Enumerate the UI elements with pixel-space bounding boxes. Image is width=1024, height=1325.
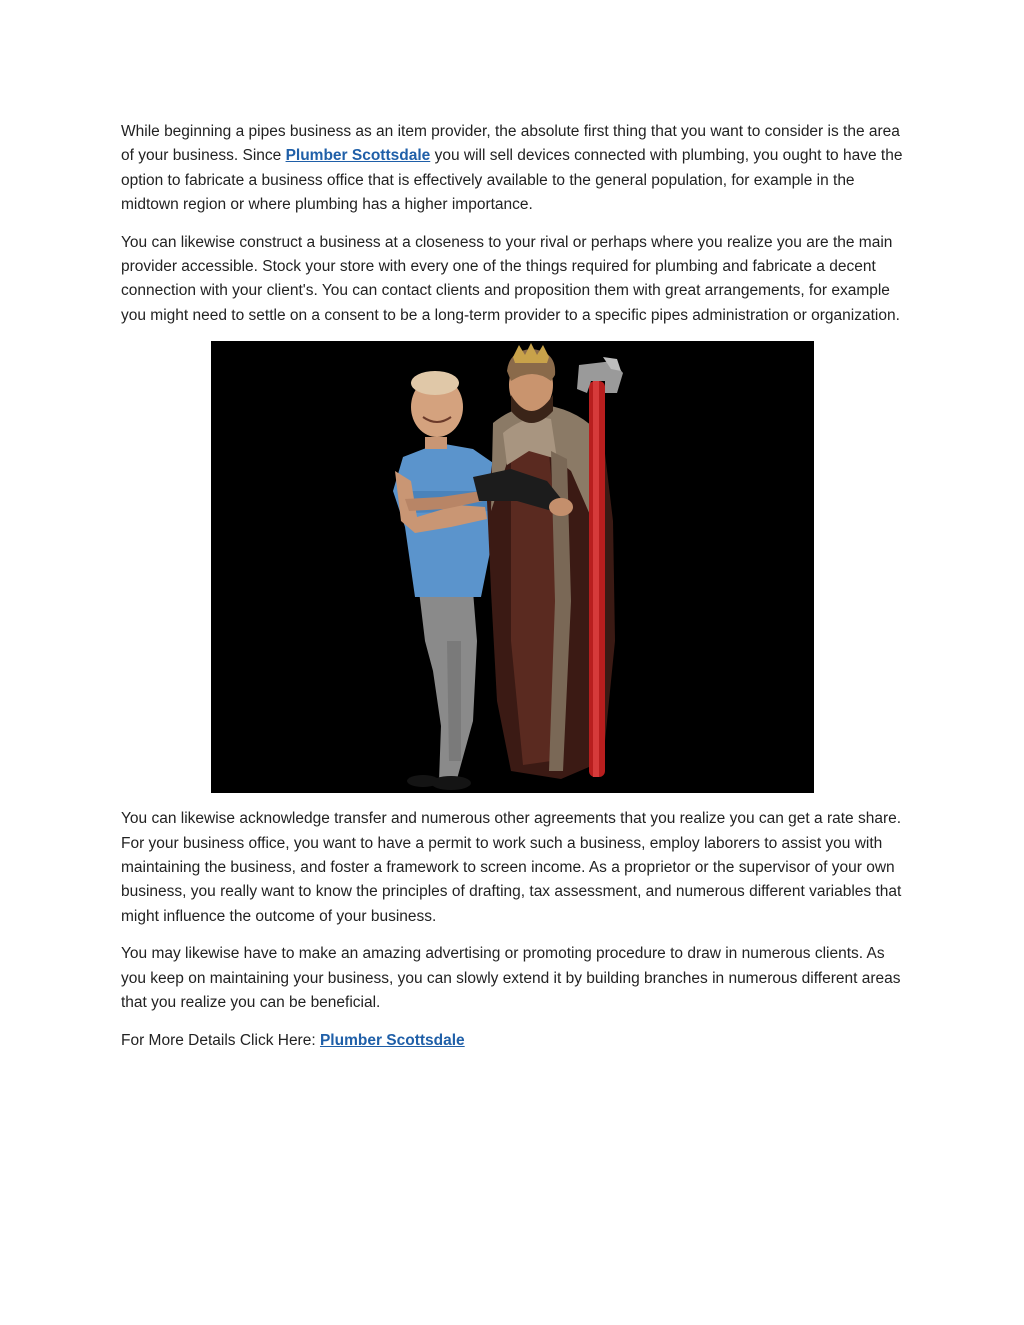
paragraph-1-text-end: you will sell devices connected with plumbing, you ought to have the option to fabricate a business office that is effectively available to the general population, for example in the midtown region or where plumbing has a higher importance. [121, 147, 903, 214]
paragraph-4: You may likewise have to make an amazing advertising or promoting procedure to draw in numerous clients. As you keep on maintaining your business, you can slowly extend it by building branches in numerous different areas that you realize you can be beneficial. [121, 945, 901, 1012]
plumbers-photo [211, 341, 814, 793]
footer-line [121, 1029, 905, 1053]
plumber-scottsdale-link-inline[interactable]: Plumber Scottsdale [285, 147, 431, 165]
paragraph-2: You can likewise construct a business at a closeness to your rival or perhaps where you realize you are the main provider accessible. Stock your store with every one of the things required for plumbing and fabricate a decent connection with your client's. You can contact clients and proposition them with great arrangements, for example you might need to settle on a consent to be a long-term provider to a specific pipes administration or organization. [121, 233, 900, 324]
plumbers-photo-illustration [211, 341, 814, 793]
footer-prefix: For More Details Click Here: [121, 1031, 320, 1049]
plumber-scottsdale-link-footer[interactable]: Plumber Scottsdale [319, 1031, 465, 1049]
paragraph-1 [121, 120, 905, 218]
paragraph-1-text-start: While beginning a pipes business as an item provider, the absolute first thing that you want to consider is the area of your business. Since [121, 123, 900, 165]
paragraph-3: You can likewise acknowledge transfer and numerous other agreements that you realize you can get a rate share. For your business office, you want to have a permit to work such a business, employ laborers to assist you with maintaining the business, and foster a framework to screen income. As a proprietor or the supervisor of your own business, you really want to know the principles of drafting, tax assessment, and numerous different variables that might influence the outcome of your business. [121, 810, 902, 925]
document-body [121, 120, 905, 1066]
